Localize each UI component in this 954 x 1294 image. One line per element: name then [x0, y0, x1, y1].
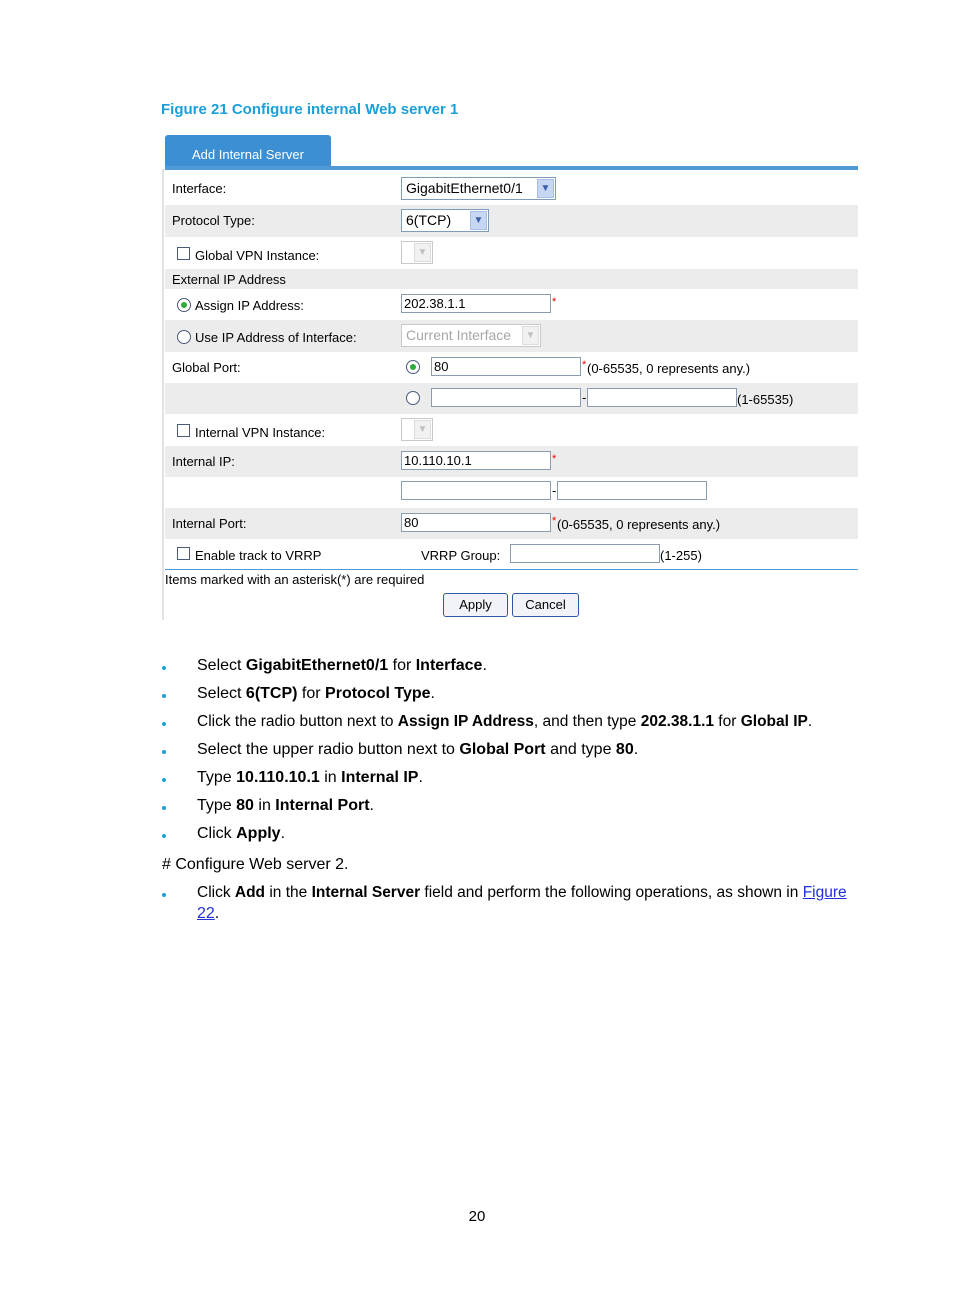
step-7 [197, 825, 285, 843]
bullet-icon [162, 834, 170, 842]
required-star: * [582, 359, 587, 371]
external-ip-heading: External IP Address [172, 272, 286, 287]
apply-button[interactable]: Apply [443, 593, 508, 617]
add-internal-server-panel [162, 133, 858, 620]
vrrp-group-input[interactable] [510, 544, 660, 563]
use-interface-label: Use IP Address of Interface: [195, 330, 357, 345]
step-text: Click [197, 825, 237, 842]
global-vpn-checkbox[interactable] [177, 247, 190, 260]
bullet-icon [162, 806, 170, 814]
global-vpn-label: Global VPN Instance: [195, 248, 320, 263]
configure-note: # Configure Web server 2. [162, 856, 349, 873]
global-port-input[interactable]: 80 [431, 357, 581, 376]
internal-vpn-label: Internal VPN Instance: [195, 425, 326, 440]
bullet-icon [162, 722, 170, 730]
step-text: Click [197, 884, 235, 901]
figure-caption: Figure 21 Configure internal Web server 1 [161, 101, 459, 118]
step-text: . [214, 905, 220, 922]
step-text: . [633, 741, 639, 758]
interface-select[interactable] [401, 177, 556, 200]
internal-ip-start-input[interactable] [401, 481, 551, 500]
global-vpn-select[interactable] [401, 241, 433, 264]
protocol-select[interactable] [401, 209, 489, 232]
bullet-icon [162, 694, 170, 702]
assign-ip-label: Assign IP Address: [195, 298, 304, 313]
internal-port-hint: (0-65535, 0 represents any.) [557, 517, 721, 532]
use-interface-select-value: Current Interface [406, 327, 512, 343]
step-3 [197, 713, 812, 731]
step-2 [197, 685, 435, 703]
step-text: . [430, 685, 435, 702]
chevron-down-icon[interactable]: ▼ [414, 243, 431, 262]
step-text: . [369, 797, 374, 814]
interface-label: Interface: [172, 181, 227, 196]
vrrp-row [165, 539, 858, 569]
range-dash: - [582, 390, 587, 405]
step-bold: Global IP [740, 713, 808, 730]
step-text: field and perform the following operations, as shown in [420, 884, 803, 901]
step-text: , and then type [533, 713, 641, 730]
global-port-row [165, 352, 858, 383]
step-text: . [418, 769, 423, 786]
internal-ip-end-input[interactable] [557, 481, 707, 500]
step-bold: Global Port [459, 741, 546, 758]
step-4 [197, 741, 638, 759]
internal-port-label: Internal Port: [172, 516, 247, 531]
step-bold: 6(TCP) [245, 685, 298, 702]
chevron-down-icon[interactable]: ▼ [414, 420, 431, 439]
global-port-label: Global Port: [172, 360, 241, 375]
tab-add-internal-server[interactable]: Add Internal Server [165, 135, 331, 169]
internal-ip-row [165, 446, 858, 477]
step-bold: Interface [415, 657, 483, 674]
use-interface-radio[interactable] [177, 330, 191, 344]
required-star: * [552, 296, 557, 308]
step-1 [197, 657, 487, 675]
step-bold: 80 [236, 797, 254, 814]
page-number: 20 [468, 1208, 486, 1225]
step-text: . [482, 657, 487, 674]
step-text: Type [197, 769, 237, 786]
cancel-button[interactable]: Cancel [512, 593, 579, 617]
step-bold: 202.38.1.1 [640, 713, 714, 730]
step-text: for [388, 657, 416, 674]
internal-port-row [165, 508, 858, 539]
internal-vpn-select[interactable] [401, 418, 433, 441]
step-text: . [807, 713, 813, 730]
panel-left-border [162, 169, 164, 620]
global-port-start-input[interactable] [431, 388, 581, 407]
figure-link-number[interactable]: 22 [197, 905, 215, 922]
step-bold: GigabitEthernet0/1 [245, 657, 389, 674]
step-text: and type [545, 741, 616, 758]
chevron-down-icon[interactable]: ▼ [537, 179, 554, 198]
internal-vpn-checkbox[interactable] [177, 424, 190, 437]
step-text: Select the upper radio button next to [197, 741, 460, 758]
figure-link[interactable]: Figure [802, 884, 847, 901]
global-port-single-radio[interactable] [406, 360, 420, 374]
step-bold: Assign IP Address [397, 713, 534, 730]
step-last-line2 [197, 905, 219, 923]
assign-ip-row [165, 289, 858, 320]
step-bold: Internal Port [275, 797, 370, 814]
internal-ip-input[interactable]: 10.110.10.1 [401, 451, 551, 470]
step-text: Click the radio button next to [197, 713, 398, 730]
use-interface-row [165, 320, 858, 352]
step-text: in the [265, 884, 312, 901]
internal-ip-label: Internal IP: [172, 454, 235, 469]
global-port-hint: (0-65535, 0 represents any.) [587, 361, 751, 376]
assign-ip-input[interactable]: 202.38.1.1 [401, 294, 551, 313]
required-note: Items marked with an asterisk(*) are required [165, 572, 425, 587]
bullet-icon [162, 778, 170, 786]
protocol-select-value: 6(TCP) [406, 212, 452, 228]
step-text: . [280, 825, 286, 842]
external-ip-heading-row [165, 269, 858, 289]
bullet-icon [162, 750, 170, 758]
bullet-icon [162, 666, 170, 674]
global-port-range-hint: (1-65535) [737, 392, 794, 407]
step-bold: 80 [615, 741, 634, 758]
required-star: * [552, 453, 557, 465]
step-text: Select [197, 685, 246, 702]
step-text: in [319, 769, 342, 786]
assign-ip-radio[interactable] [177, 298, 191, 312]
step-bold: Internal IP [341, 769, 419, 786]
interface-select-value: GigabitEthernet0/1 [406, 180, 523, 196]
global-vpn-row [165, 237, 858, 269]
bullet-icon [162, 893, 170, 901]
step-bold: Protocol Type [325, 685, 431, 702]
vrrp-track-label: Enable track to VRRP [195, 548, 322, 563]
step-text: Type [197, 797, 237, 814]
use-interface-select[interactable] [401, 324, 541, 347]
step-bold: Apply [236, 825, 281, 842]
step-bold: Internal Server [311, 884, 421, 901]
chevron-down-icon[interactable]: ▼ [522, 326, 539, 345]
vrrp-group-label: VRRP Group: [421, 548, 501, 563]
step-text: for [297, 685, 326, 702]
chevron-down-icon[interactable]: ▼ [470, 211, 487, 230]
step-5 [197, 769, 423, 787]
tab-underline [165, 166, 858, 170]
protocol-row [165, 205, 858, 237]
step-bold: 10.110.10.1 [236, 769, 320, 786]
form-divider [165, 569, 858, 570]
step-last [197, 884, 847, 902]
internal-vpn-row [165, 414, 858, 446]
step-text: for [714, 713, 741, 730]
vrrp-track-checkbox[interactable] [177, 547, 190, 560]
step-6 [197, 797, 374, 815]
internal-ip-range-row [165, 477, 858, 508]
step-text: in [253, 797, 276, 814]
internal-port-input[interactable]: 80 [401, 513, 551, 532]
interface-row [165, 173, 858, 205]
vrrp-group-hint: (1-255) [660, 548, 702, 563]
global-port-end-input[interactable] [587, 388, 737, 407]
global-port-range-radio[interactable] [406, 391, 420, 405]
required-star: * [552, 515, 557, 527]
protocol-label: Protocol Type: [172, 213, 255, 228]
step-text: Select [197, 657, 246, 674]
range-dash: - [552, 483, 557, 498]
global-port-range-row [165, 383, 858, 414]
step-bold: Add [234, 884, 266, 901]
